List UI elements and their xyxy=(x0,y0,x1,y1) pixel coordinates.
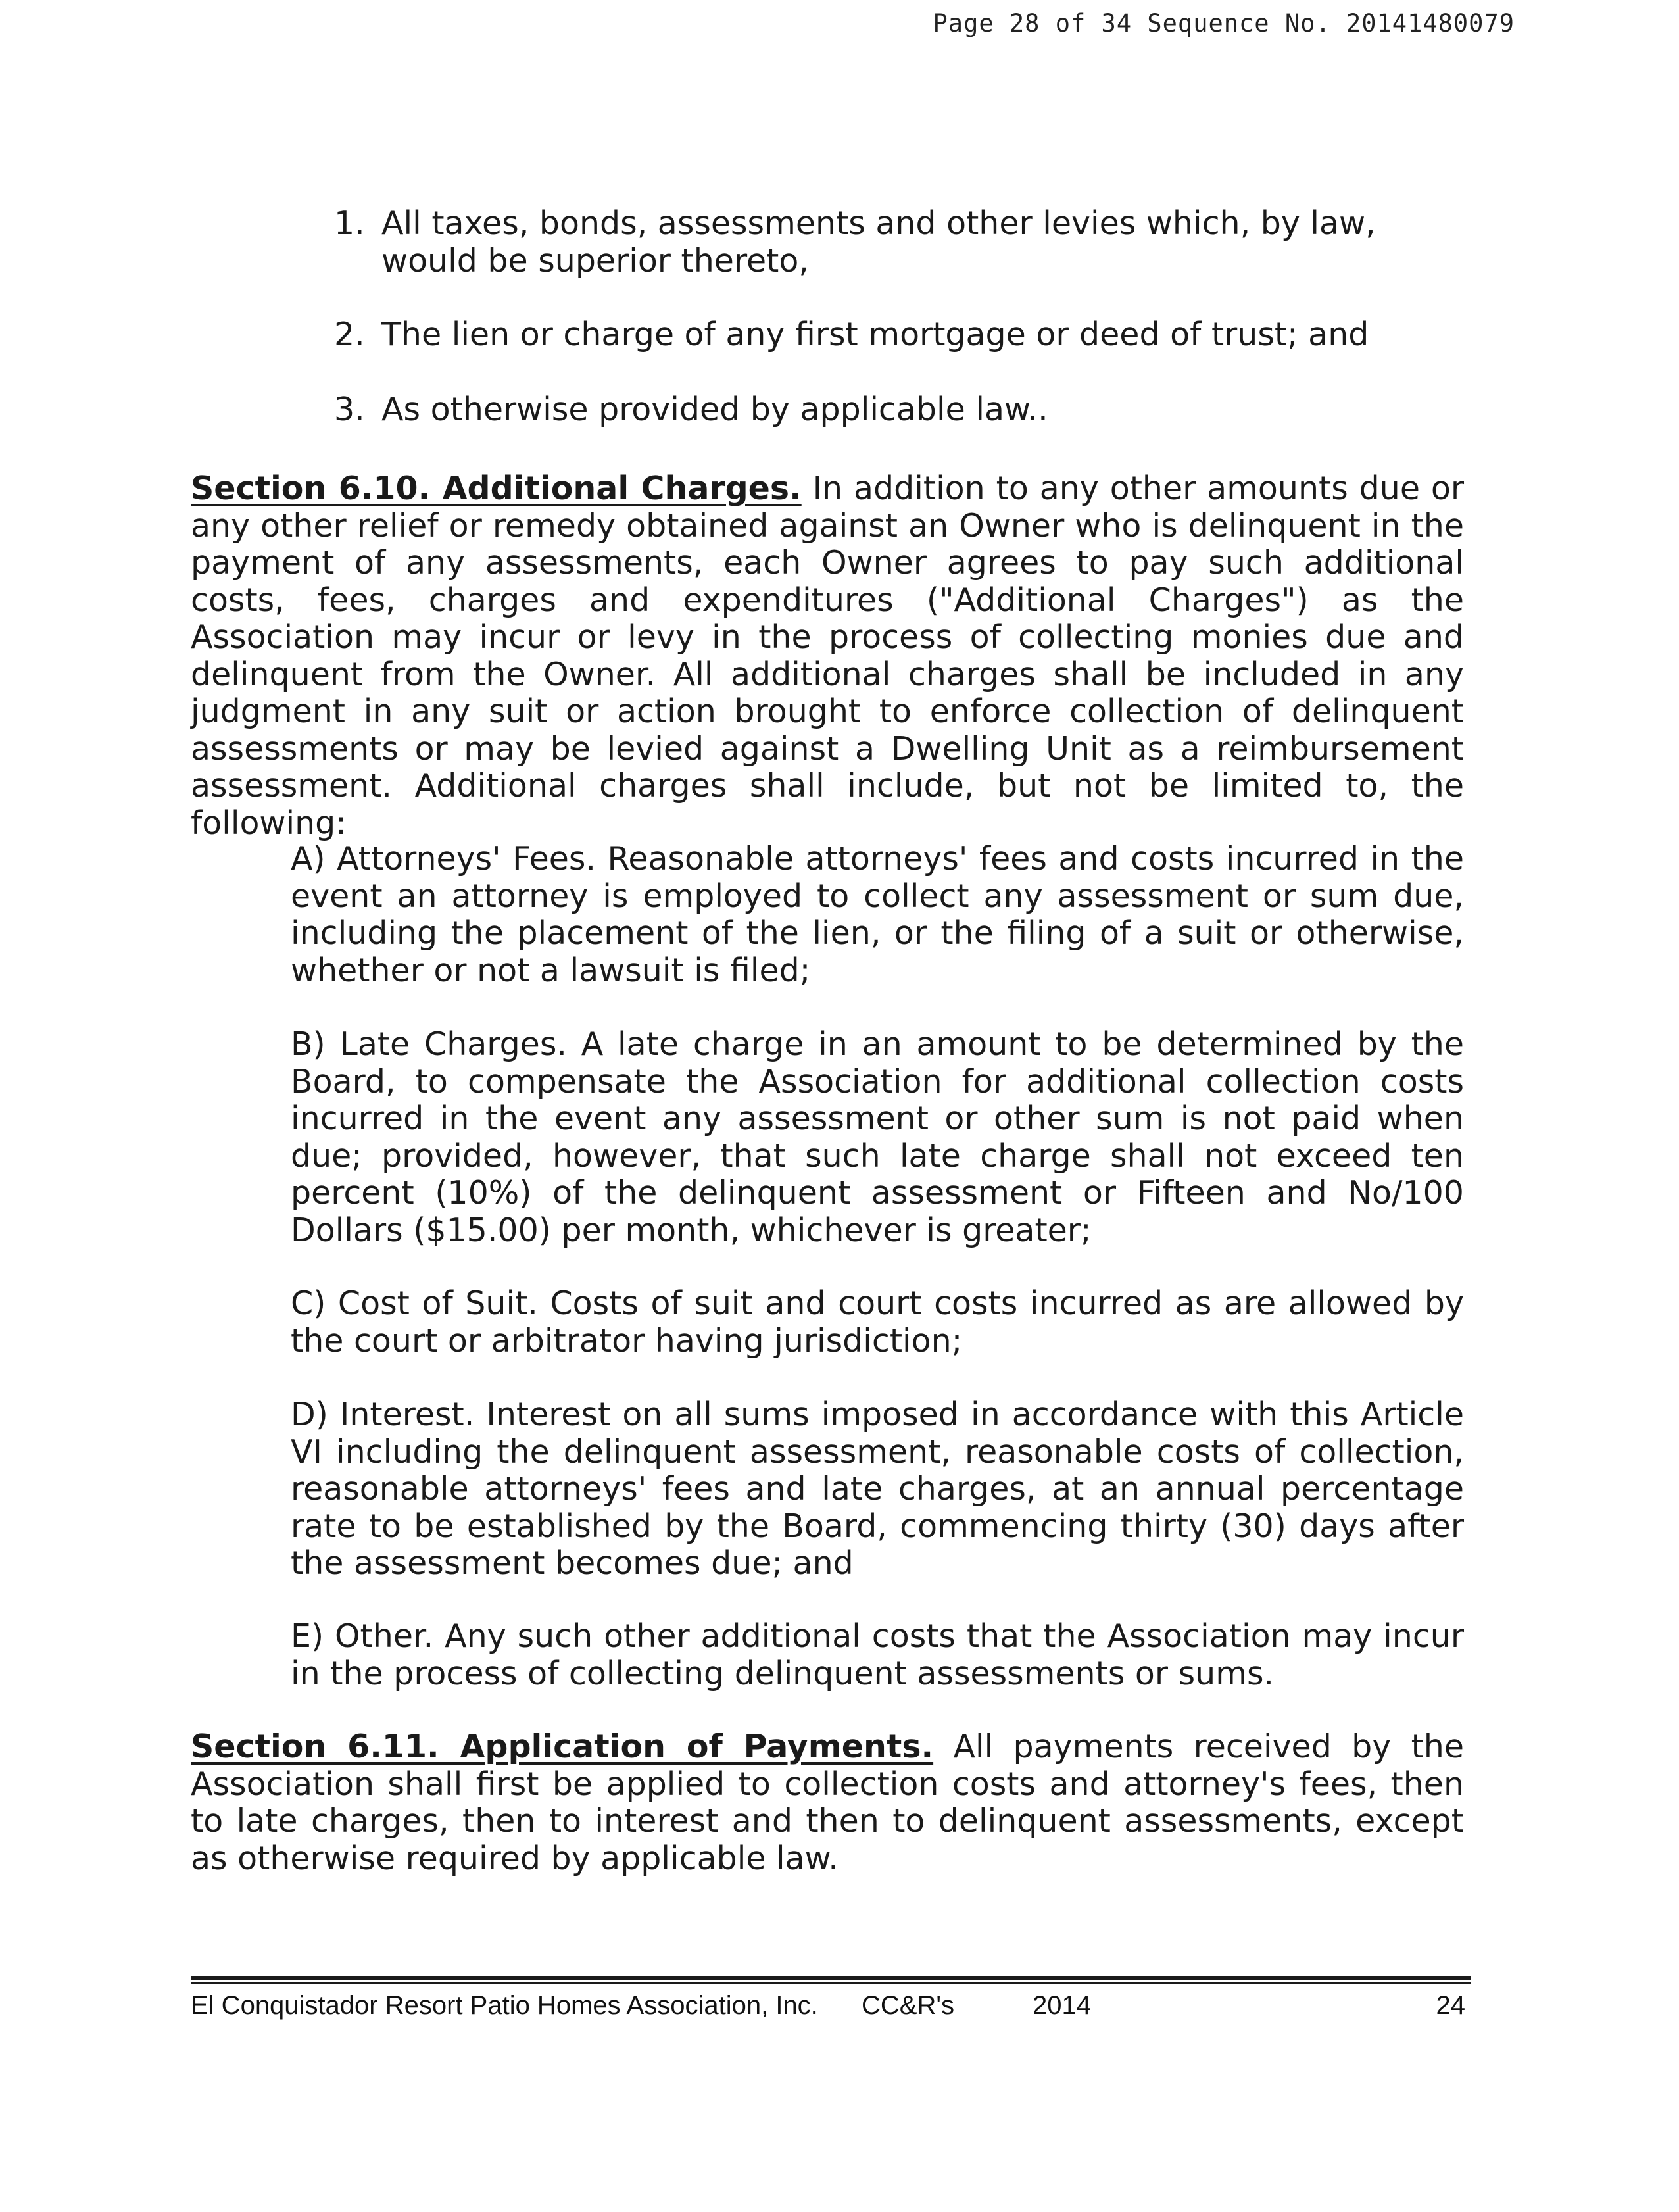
footer-doc: CC&R's xyxy=(862,1991,954,2020)
list-item xyxy=(334,205,1460,280)
list-item xyxy=(334,316,1460,354)
sub-item-late-charges: B) Late Charges. A late charge in an amount to be determined by the Board, to compensate the Association for additional collection costs incurred in the event any assessment or other sum is not paid when due; provided, however, that such late charge shall not exceed ten percent (10%) of the delinquent assessment or Fifteen and No/100 Dollars ($15.00) per month, whichever is greater; xyxy=(291,1025,1464,1249)
section-6-10 xyxy=(191,470,1464,842)
footer-rule-thin xyxy=(191,1982,1471,1984)
list-number: 2. xyxy=(334,316,365,353)
sub-item-attorneys-fees: A) Attorneys' Fees. Reasonable attorneys' fees and costs incurred in the event an attorney is employed to collect any assessment or sum due, including the placement of the lien, or the filing of a suit or otherwise, whether or not a lawsuit is filed; xyxy=(291,840,1464,989)
footer-page-number: 24 xyxy=(1436,1991,1465,2020)
sub-item-other: E) Other. Any such other additional costs that the Association may incur in the process of collecting delinquent assessments or sums. xyxy=(291,1617,1464,1692)
list-number: 1. xyxy=(334,205,365,242)
list-number: 3. xyxy=(334,391,365,428)
list-item xyxy=(334,391,1460,429)
page-header: Page 28 of 34 Sequence No. 20141480079 xyxy=(933,9,1515,37)
section-6-11 xyxy=(191,1729,1464,1877)
section-body: In addition to any other amounts due or any other relief or remedy obtained against an Owner who is delinquent in the payment of any assessments, each Owner agrees to pay such additional costs, fees, charges and expenditures ("Additional Charges") as the Association may incur or levy in the process of collecting monies due and delinquent from the Owner. All additional charges shall be included in any judgment in any suit or action brought to enforce collection of delinquent assessments or may be levied against a Dwelling Unit as a reimbursement assessment. Additional charges shall include, but not be limited to, the following: xyxy=(191,470,1464,842)
footer-year: 2014 xyxy=(1033,1991,1091,2020)
list-text: The lien or charge of any first mortgage or deed of trust; and xyxy=(381,316,1369,353)
sub-item-interest: D) Interest. Interest on all sums imposed in accordance with this Article VI including the delinquent assessment, reasonable costs of collection, reasonable attorneys' fees and late charges, at an annual percentage rate to be established by the Board, commencing thirty (30) days after the assessment becomes due; and xyxy=(291,1396,1464,1582)
sub-item-cost-of-suit: C) Cost of Suit. Costs of suit and court costs incurred as are allowed by the court or arbitrator having jurisdiction; xyxy=(291,1285,1464,1360)
list-text: All taxes, bonds, assessments and other levies which, by law, would be superior thereto, xyxy=(381,205,1376,280)
footer-rule-thick xyxy=(191,1976,1471,1980)
section-body: All payments received by the Association shall first be applied to collection costs and attorney's fees, then to late charges, then to interest and then to delinquent assessments, except as otherwise required by applicable law. xyxy=(191,1728,1464,1877)
section-heading: Section 6.10. Additional Charges. xyxy=(191,470,802,507)
page-footer xyxy=(191,1991,1471,2030)
list-text: As otherwise provided by applicable law.. xyxy=(381,391,1048,428)
section-heading: Section 6.11. Application of Payments. xyxy=(191,1728,934,1765)
footer-association: El Conquistador Resort Patio Homes Association, Inc. xyxy=(191,1991,818,2020)
